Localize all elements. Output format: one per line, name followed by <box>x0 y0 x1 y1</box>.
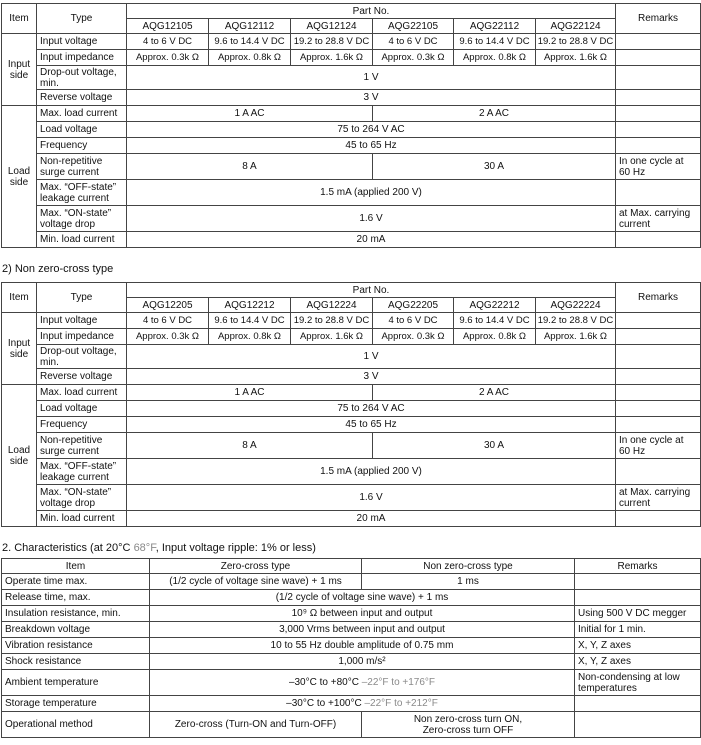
input-voltage-value: 4 to 6 V DC <box>373 34 454 50</box>
input-voltage-value: 9.6 to 14.4 V DC <box>454 34 536 50</box>
storage-temperature-fahrenheit: –22°F to +212°F <box>364 698 438 709</box>
row-label-voltage-drop: Max. “ON-state” voltage drop <box>37 485 127 511</box>
row-label-frequency: Frequency <box>37 417 127 433</box>
max-load-current-value: 2 A AC <box>373 385 616 401</box>
input-voltage-value: 19.2 to 28.8 V DC <box>536 34 616 50</box>
part-number: AQG12224 <box>291 298 373 313</box>
operational-method-remarks <box>575 712 701 738</box>
max-load-current-value: 1 A AC <box>127 385 373 401</box>
remarks-empty <box>616 313 701 329</box>
input-voltage-value: 9.6 to 14.4 V DC <box>454 313 536 329</box>
vibration-resistance-value: 10 to 55 Hz double amplitude of 0.75 mm <box>150 638 575 654</box>
remarks-empty <box>616 106 701 122</box>
operational-method-zero-cross: Zero-cross (Turn-ON and Turn-OFF) <box>150 712 362 738</box>
remarks-empty <box>616 417 701 433</box>
row-label-reverse-voltage: Reverse voltage <box>37 369 127 385</box>
voltage-drop-remarks: at Max. carrying current <box>616 485 701 511</box>
remarks-empty <box>616 401 701 417</box>
input-voltage-value: 4 to 6 V DC <box>127 34 209 50</box>
non-zero-cross-spec-table <box>1 282 701 527</box>
reverse-voltage-value: 3 V <box>127 369 616 385</box>
dropout-voltage-value: 1 V <box>127 66 616 90</box>
surge-current-remarks: In one cycle at 60 Hz <box>616 433 701 459</box>
char-header-non-zero-cross: Non zero-cross type <box>362 559 575 574</box>
surge-current-value: 8 A <box>127 433 373 459</box>
row-label-input-voltage: Input voltage <box>37 313 127 329</box>
input-impedance-value: Approx. 0.8k Ω <box>209 329 291 345</box>
remarks-empty <box>616 34 701 50</box>
part-number: AQG22224 <box>536 298 616 313</box>
shock-resistance-remarks: X, Y, Z axes <box>575 654 701 670</box>
remarks-empty <box>616 122 701 138</box>
row-label-dropout-voltage: Drop-out voltage, min. <box>37 345 127 369</box>
row-label-frequency: Frequency <box>37 138 127 154</box>
row-label-input-impedance: Input impedance <box>37 50 127 66</box>
row-label-max-load-current: Max. load current <box>37 106 127 122</box>
section-title-characteristics <box>2 542 316 554</box>
part-number: AQG22212 <box>454 298 536 313</box>
input-impedance-value: Approx. 0.8k Ω <box>454 329 536 345</box>
part-number: AQG22205 <box>373 298 454 313</box>
vibration-resistance-remarks: X, Y, Z axes <box>575 638 701 654</box>
leakage-current-value: 1.5 mA (applied 200 V) <box>127 459 616 485</box>
input-voltage-value: 9.6 to 14.4 V DC <box>209 34 291 50</box>
surge-current-remarks: In one cycle at 60 Hz <box>616 154 701 180</box>
header-item: Item <box>2 4 37 34</box>
input-impedance-value: Approx. 0.3k Ω <box>373 329 454 345</box>
input-side-label: Input side <box>2 34 37 106</box>
row-label-surge-current: Non-repetitive surge current <box>37 433 127 459</box>
operate-time-remarks <box>575 574 701 590</box>
remarks-empty <box>616 345 701 369</box>
shock-resistance-value: 1,000 m/s² <box>150 654 575 670</box>
surge-current-value: 8 A <box>127 154 373 180</box>
remarks-empty <box>616 50 701 66</box>
voltage-drop-value: 1.6 V <box>127 206 616 232</box>
input-voltage-value: 4 to 6 V DC <box>127 313 209 329</box>
char-header-item: Item <box>2 559 150 574</box>
input-impedance-value: Approx. 1.6k Ω <box>536 50 616 66</box>
row-label-surge-current: Non-repetitive surge current <box>37 154 127 180</box>
char-item-vibration-resistance: Vibration resistance <box>2 638 150 654</box>
header-remarks: Remarks <box>616 4 701 34</box>
min-load-current-value: 20 mA <box>127 232 616 248</box>
input-voltage-value: 19.2 to 28.8 V DC <box>536 313 616 329</box>
char-item-release-time: Release time, max. <box>2 590 150 606</box>
voltage-drop-remarks: at Max. carrying current <box>616 206 701 232</box>
voltage-drop-value: 1.6 V <box>127 485 616 511</box>
insulation-resistance-remarks: Using 500 V DC megger <box>575 606 701 622</box>
char-item-insulation-resistance: Insulation resistance, min. <box>2 606 150 622</box>
header-type: Type <box>37 283 127 313</box>
surge-current-value: 30 A <box>373 433 616 459</box>
ambient-temperature-fahrenheit: –22°F to +176°F <box>361 677 436 688</box>
remarks-empty <box>616 66 701 90</box>
row-label-dropout-voltage: Drop-out voltage, min. <box>37 66 127 90</box>
header-part-no: Part No. <box>127 4 616 19</box>
input-impedance-value: Approx. 1.6k Ω <box>536 329 616 345</box>
row-label-max-load-current: Max. load current <box>37 385 127 401</box>
input-impedance-value: Approx. 0.8k Ω <box>209 50 291 66</box>
remarks-empty <box>616 90 701 106</box>
part-number: AQG12112 <box>209 19 291 34</box>
remarks-empty <box>616 459 701 485</box>
part-number: AQG12124 <box>291 19 373 34</box>
min-load-current-value: 20 mA <box>127 511 616 527</box>
row-label-min-load-current: Min. load current <box>37 232 127 248</box>
remarks-empty <box>616 511 701 527</box>
remarks-empty <box>616 180 701 206</box>
breakdown-voltage-remarks: Initial for 1 min. <box>575 622 701 638</box>
row-label-leakage-current: Max. “OFF-state” leakage current <box>37 459 127 485</box>
ambient-temperature-remarks: Non-condensing at low temperatures <box>575 670 701 696</box>
input-voltage-value: 19.2 to 28.8 V DC <box>291 313 373 329</box>
frequency-value: 45 to 65 Hz <box>127 138 616 154</box>
row-label-reverse-voltage: Reverse voltage <box>37 90 127 106</box>
input-impedance-value: Approx. 0.3k Ω <box>373 50 454 66</box>
load-voltage-value: 75 to 264 V AC <box>127 122 616 138</box>
part-number: AQG12212 <box>209 298 291 313</box>
remarks-empty <box>616 138 701 154</box>
input-impedance-value: Approx. 0.8k Ω <box>454 50 536 66</box>
dropout-voltage-value: 1 V <box>127 345 616 369</box>
input-voltage-value: 9.6 to 14.4 V DC <box>209 313 291 329</box>
storage-temperature-celsius: –30°C to +100°C <box>286 698 362 709</box>
header-item: Item <box>2 283 37 313</box>
characteristics-title-text: 2. Characteristics (at 20°C <box>2 542 131 554</box>
characteristics-table <box>1 558 701 738</box>
input-side-label: Input side <box>2 313 37 385</box>
remarks-empty <box>616 232 701 248</box>
reverse-voltage-value: 3 V <box>127 90 616 106</box>
row-label-min-load-current: Min. load current <box>37 511 127 527</box>
breakdown-voltage-value: 3,000 Vrms between input and output <box>150 622 575 638</box>
part-number: AQG22112 <box>454 19 536 34</box>
max-load-current-value: 2 A AC <box>373 106 616 122</box>
operate-time-zero-cross: (1/2 cycle of voltage sine wave) + 1 ms <box>150 574 362 590</box>
load-voltage-value: 75 to 264 V AC <box>127 401 616 417</box>
characteristics-title-rest: , Input voltage ripple: 1% or less) <box>155 542 316 554</box>
header-remarks: Remarks <box>616 283 701 313</box>
insulation-resistance-value: 10⁹ Ω between input and output <box>150 606 575 622</box>
part-number: AQG22124 <box>536 19 616 34</box>
ambient-temperature-celsius: –30°C to +80°C <box>288 677 359 688</box>
input-impedance-value: Approx. 0.3k Ω <box>127 50 209 66</box>
zero-cross-spec-table <box>1 3 701 248</box>
input-impedance-value: Approx. 1.6k Ω <box>291 50 373 66</box>
release-time-value: (1/2 cycle of voltage sine wave) + 1 ms <box>150 590 575 606</box>
characteristics-title-fahrenheit: 68°F <box>133 542 156 554</box>
remarks-empty <box>616 385 701 401</box>
operational-method-non-zero-cross: Non zero-cross turn ON, Zero-cross turn OFF <box>362 712 575 738</box>
header-type: Type <box>37 4 127 34</box>
section-title-non-zero-cross: 2) Non zero-cross type <box>2 263 114 275</box>
char-item-operate-time: Operate time max. <box>2 574 150 590</box>
input-impedance-value: Approx. 0.3k Ω <box>127 329 209 345</box>
char-header-zero-cross: Zero-cross type <box>150 559 362 574</box>
surge-current-value: 30 A <box>373 154 616 180</box>
row-label-voltage-drop: Max. “ON-state” voltage drop <box>37 206 127 232</box>
char-item-storage-temperature: Storage temperature <box>2 696 150 712</box>
row-label-load-voltage: Load voltage <box>37 122 127 138</box>
load-side-label: Load side <box>2 106 37 248</box>
release-time-remarks <box>575 590 701 606</box>
storage-temperature-value <box>150 696 575 712</box>
frequency-value: 45 to 65 Hz <box>127 417 616 433</box>
part-number: AQG22105 <box>373 19 454 34</box>
char-item-shock-resistance: Shock resistance <box>2 654 150 670</box>
ambient-temperature-value <box>150 670 575 696</box>
header-part-no: Part No. <box>127 283 616 298</box>
row-label-load-voltage: Load voltage <box>37 401 127 417</box>
row-label-input-impedance: Input impedance <box>37 329 127 345</box>
char-item-breakdown-voltage: Breakdown voltage <box>2 622 150 638</box>
char-item-ambient-temperature: Ambient temperature <box>2 670 150 696</box>
max-load-current-value: 1 A AC <box>127 106 373 122</box>
load-side-label: Load side <box>2 385 37 527</box>
row-label-input-voltage: Input voltage <box>37 34 127 50</box>
remarks-empty <box>616 329 701 345</box>
remarks-empty <box>616 369 701 385</box>
part-number: AQG12205 <box>127 298 209 313</box>
operate-time-non-zero-cross: 1 ms <box>362 574 575 590</box>
char-header-remarks: Remarks <box>575 559 701 574</box>
input-impedance-value: Approx. 1.6k Ω <box>291 329 373 345</box>
leakage-current-value: 1.5 mA (applied 200 V) <box>127 180 616 206</box>
input-voltage-value: 19.2 to 28.8 V DC <box>291 34 373 50</box>
input-voltage-value: 4 to 6 V DC <box>373 313 454 329</box>
char-item-operational-method: Operational method <box>2 712 150 738</box>
part-number: AQG12105 <box>127 19 209 34</box>
row-label-leakage-current: Max. “OFF-state” leakage current <box>37 180 127 206</box>
storage-temperature-remarks <box>575 696 701 712</box>
